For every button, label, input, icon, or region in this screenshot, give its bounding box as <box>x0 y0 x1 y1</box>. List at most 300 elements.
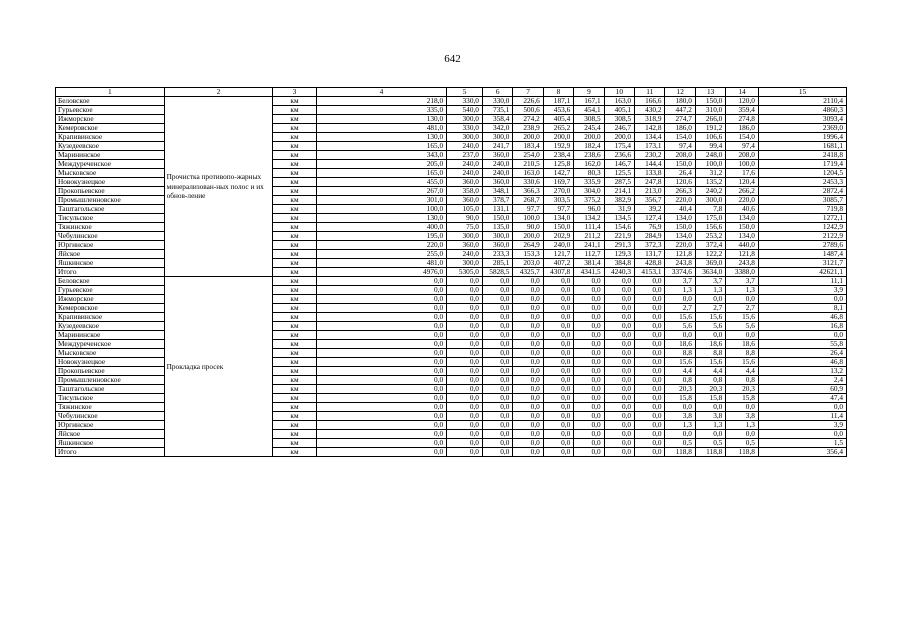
value-cell: 4325,7 <box>513 268 543 277</box>
header-cell: 8 <box>543 88 573 97</box>
value-cell: 253,2 <box>695 232 725 241</box>
value-cell: 60,9 <box>758 385 846 394</box>
value-cell: 0,0 <box>635 331 665 340</box>
district-name: Беловское <box>56 277 165 286</box>
unit-cell: км <box>273 322 316 331</box>
value-cell: 90,0 <box>513 223 543 232</box>
value-cell: 8,8 <box>665 349 695 358</box>
unit-cell: км <box>273 448 316 457</box>
value-cell: 1,3 <box>665 421 695 430</box>
value-cell: 0,0 <box>447 367 483 376</box>
value-cell: 0,0 <box>543 394 573 403</box>
value-cell: 0,0 <box>665 430 695 439</box>
value-cell: 0,0 <box>574 358 604 367</box>
value-cell: 5,6 <box>665 322 695 331</box>
value-cell: 0,0 <box>604 367 634 376</box>
value-cell: 121,8 <box>665 250 695 259</box>
value-cell: 125,5 <box>604 169 634 178</box>
unit-cell: км <box>273 394 316 403</box>
district-name: Яйское <box>56 250 165 259</box>
value-cell: 0,0 <box>543 304 573 313</box>
district-name: Яйское <box>56 430 165 439</box>
value-cell: 0,0 <box>758 295 846 304</box>
value-cell: 1487,4 <box>758 250 846 259</box>
value-cell: 0,0 <box>447 376 483 385</box>
value-cell: 183,4 <box>513 142 543 151</box>
value-cell: 0,0 <box>665 403 695 412</box>
value-cell: 8,8 <box>726 349 759 358</box>
value-cell: 0,0 <box>482 349 512 358</box>
value-cell: 129,3 <box>604 250 634 259</box>
value-cell: 254,0 <box>513 151 543 160</box>
value-cell: 134,0 <box>726 214 759 223</box>
value-cell: 2,7 <box>665 304 695 313</box>
value-cell: 4153,1 <box>635 268 665 277</box>
value-cell: 375,2 <box>574 196 604 205</box>
value-cell: 0,0 <box>513 295 543 304</box>
value-cell: 200,0 <box>604 133 634 142</box>
value-cell: 165,0 <box>316 169 446 178</box>
value-cell: 4341,5 <box>574 268 604 277</box>
value-cell: 241,7 <box>482 142 512 151</box>
page-number: 642 <box>444 53 461 65</box>
value-cell: 135,0 <box>482 223 512 232</box>
value-cell: 121,7 <box>543 250 573 259</box>
value-cell: 343,0 <box>316 151 446 160</box>
value-cell: 3121,7 <box>758 259 846 268</box>
value-cell: 162,0 <box>574 160 604 169</box>
district-name: Итого <box>56 448 165 457</box>
value-cell: 175,4 <box>604 142 634 151</box>
value-cell: 366,3 <box>513 187 543 196</box>
value-cell: 481,0 <box>316 124 446 133</box>
header-cell: 9 <box>574 88 604 97</box>
value-cell: 191,2 <box>695 124 725 133</box>
value-cell: 210,5 <box>513 160 543 169</box>
value-cell: 1,3 <box>695 286 725 295</box>
value-cell: 430,2 <box>635 106 665 115</box>
value-cell: 96,0 <box>574 205 604 214</box>
value-cell: 2,7 <box>695 304 725 313</box>
value-cell: 0,0 <box>447 331 483 340</box>
value-cell: 0,0 <box>316 277 446 286</box>
value-cell: 0,0 <box>574 412 604 421</box>
value-cell: 0,0 <box>447 295 483 304</box>
value-cell: 0,0 <box>316 313 446 322</box>
value-cell: 0,0 <box>513 358 543 367</box>
unit-cell: км <box>273 367 316 376</box>
value-cell: 0,0 <box>316 376 446 385</box>
value-cell: 208,0 <box>665 151 695 160</box>
district-name: Тяжинское <box>56 223 165 232</box>
value-cell: 0,0 <box>482 430 512 439</box>
value-cell: 407,2 <box>543 259 573 268</box>
value-cell: 0,0 <box>604 295 634 304</box>
district-name: Итого <box>56 268 165 277</box>
district-name: Чебулинское <box>56 412 165 421</box>
value-cell: 2122,9 <box>758 232 846 241</box>
value-cell: 105,0 <box>447 205 483 214</box>
value-cell: 0,0 <box>513 448 543 457</box>
value-cell: 238,4 <box>543 151 573 160</box>
value-cell: 0,0 <box>447 421 483 430</box>
unit-cell: км <box>273 106 316 115</box>
district-name: Юргинское <box>56 241 165 250</box>
value-cell: 300,0 <box>482 232 512 241</box>
value-cell: 0,5 <box>665 439 695 448</box>
value-cell: 26,4 <box>758 349 846 358</box>
value-cell: 118,8 <box>695 448 725 457</box>
value-cell: 18,6 <box>665 340 695 349</box>
unit-cell: км <box>273 277 316 286</box>
value-cell: 0,0 <box>574 295 604 304</box>
value-cell: 3,7 <box>695 277 725 286</box>
value-cell: 0,0 <box>695 331 725 340</box>
value-cell: 2453,3 <box>758 178 846 187</box>
value-cell: 200,0 <box>513 232 543 241</box>
value-cell: 0,0 <box>543 331 573 340</box>
unit-cell: км <box>273 250 316 259</box>
value-cell: 0,0 <box>574 394 604 403</box>
unit-cell: км <box>273 403 316 412</box>
district-name: Ижморское <box>56 115 165 124</box>
value-cell: 240,0 <box>482 160 512 169</box>
value-cell: 175,0 <box>695 214 725 223</box>
value-cell: 0,0 <box>758 331 846 340</box>
value-cell: 719,8 <box>758 205 846 214</box>
value-cell: 428,8 <box>635 259 665 268</box>
value-cell: 0,0 <box>604 412 634 421</box>
value-cell: 202,9 <box>543 232 573 241</box>
value-cell: 180,0 <box>665 97 695 106</box>
value-cell: 0,0 <box>543 322 573 331</box>
value-cell: 0,0 <box>543 385 573 394</box>
value-cell: 0,0 <box>482 439 512 448</box>
value-cell: 360,0 <box>447 241 483 250</box>
value-cell: 0,0 <box>758 403 846 412</box>
value-cell: 150,0 <box>543 223 573 232</box>
value-cell: 150,0 <box>482 214 512 223</box>
value-cell: 308,5 <box>574 115 604 124</box>
value-cell: 318,9 <box>635 115 665 124</box>
value-cell: 186,0 <box>665 124 695 133</box>
value-cell: 220,0 <box>316 241 446 250</box>
value-cell: 200,0 <box>513 133 543 142</box>
value-cell: 300,0 <box>695 196 725 205</box>
value-cell: 246,7 <box>604 124 634 133</box>
value-cell: 182,4 <box>574 142 604 151</box>
unit-cell: км <box>273 169 316 178</box>
value-cell: 0,0 <box>482 403 512 412</box>
value-cell: 90,0 <box>447 214 483 223</box>
value-cell: 0,0 <box>574 340 604 349</box>
unit-cell: км <box>273 304 316 313</box>
table-row <box>56 277 847 286</box>
header-cell: 1 <box>56 88 165 97</box>
value-cell: 0,0 <box>604 277 634 286</box>
value-cell: 8,8 <box>695 349 725 358</box>
value-cell: 310,0 <box>695 106 725 115</box>
value-cell: 0,0 <box>635 385 665 394</box>
unit-cell: км <box>273 358 316 367</box>
value-cell: 0,0 <box>513 403 543 412</box>
value-cell: 0,0 <box>316 394 446 403</box>
value-cell: 0,0 <box>513 331 543 340</box>
district-name: Марининское <box>56 331 165 340</box>
value-cell: 0,0 <box>482 448 512 457</box>
value-cell: 130,0 <box>316 133 446 142</box>
district-name: Тяжинское <box>56 403 165 412</box>
value-cell: 0,0 <box>482 331 512 340</box>
value-cell: 1272,1 <box>758 214 846 223</box>
unit-cell: км <box>273 232 316 241</box>
header-cell: 14 <box>726 88 759 97</box>
value-cell: 134,0 <box>726 232 759 241</box>
value-cell: 378,7 <box>482 196 512 205</box>
value-cell: 5,6 <box>726 322 759 331</box>
value-cell: 1,5 <box>758 439 846 448</box>
value-cell: 348,1 <box>482 187 512 196</box>
value-cell: 15,8 <box>726 394 759 403</box>
value-cell: 0,0 <box>447 349 483 358</box>
value-cell: 111,4 <box>574 223 604 232</box>
district-name: Тисульское <box>56 214 165 223</box>
value-cell: 200,0 <box>574 133 604 142</box>
value-cell: 0,0 <box>447 340 483 349</box>
value-cell: 0,0 <box>635 340 665 349</box>
value-cell: 4976,0 <box>316 268 446 277</box>
unit-cell: км <box>273 349 316 358</box>
value-cell: 384,8 <box>604 259 634 268</box>
unit-cell: км <box>273 259 316 268</box>
value-cell: 266,2 <box>726 187 759 196</box>
value-cell: 0,0 <box>604 349 634 358</box>
district-name: Ижморское <box>56 295 165 304</box>
district-name: Таштагольское <box>56 385 165 394</box>
value-cell: 447,2 <box>665 106 695 115</box>
value-cell: 300,0 <box>447 115 483 124</box>
value-cell: 15,6 <box>665 313 695 322</box>
value-cell: 2789,6 <box>758 241 846 250</box>
value-cell: 195,0 <box>316 232 446 241</box>
value-cell: 0,0 <box>316 340 446 349</box>
district-name: Промышленновское <box>56 376 165 385</box>
value-cell: 3374,6 <box>665 268 695 277</box>
header-cell: 15 <box>758 88 846 97</box>
value-cell: 0,0 <box>543 340 573 349</box>
value-cell: 0,0 <box>635 349 665 358</box>
value-cell: 285,1 <box>482 259 512 268</box>
value-cell: 0,0 <box>635 304 665 313</box>
value-cell: 243,8 <box>726 259 759 268</box>
value-cell: 15,6 <box>665 358 695 367</box>
value-cell: 46,8 <box>758 358 846 367</box>
value-cell: 0,0 <box>482 286 512 295</box>
value-cell: 0,0 <box>604 313 634 322</box>
data-table <box>55 87 847 457</box>
value-cell: 0,0 <box>604 403 634 412</box>
value-cell: 356,4 <box>758 448 846 457</box>
unit-cell: км <box>273 268 316 277</box>
value-cell: 0,0 <box>635 430 665 439</box>
value-cell: 540,0 <box>447 106 483 115</box>
value-cell: 0,0 <box>604 304 634 313</box>
value-cell: 154,0 <box>665 133 695 142</box>
value-cell: 0,0 <box>513 430 543 439</box>
unit-cell: км <box>273 331 316 340</box>
value-cell: 300,0 <box>482 133 512 142</box>
value-cell: 0,0 <box>635 439 665 448</box>
value-cell: 274,7 <box>665 115 695 124</box>
value-cell: 3,8 <box>665 412 695 421</box>
district-name: Новокузнецкое <box>56 178 165 187</box>
value-cell: 0,0 <box>482 304 512 313</box>
unit-cell: км <box>273 340 316 349</box>
value-cell: 0,0 <box>543 349 573 358</box>
value-cell: 0,0 <box>513 385 543 394</box>
value-cell: 120,4 <box>726 178 759 187</box>
value-cell: 2418,8 <box>758 151 846 160</box>
value-cell: 133,8 <box>635 169 665 178</box>
unit-cell: км <box>273 412 316 421</box>
value-cell: 169,7 <box>543 178 573 187</box>
value-cell: 240,0 <box>543 241 573 250</box>
unit-cell: км <box>273 286 316 295</box>
value-cell: 15,6 <box>726 358 759 367</box>
value-cell: 0,8 <box>726 376 759 385</box>
value-cell: 0,0 <box>316 439 446 448</box>
value-cell: 154,0 <box>726 133 759 142</box>
district-name: Мысковское <box>56 349 165 358</box>
value-cell: 163,0 <box>604 97 634 106</box>
value-cell: 0,0 <box>513 340 543 349</box>
value-cell: 330,0 <box>447 124 483 133</box>
value-cell: 0,0 <box>543 421 573 430</box>
value-cell: 186,0 <box>726 124 759 133</box>
value-cell: 4240,3 <box>604 268 634 277</box>
value-cell: 381,4 <box>574 259 604 268</box>
value-cell: 200,0 <box>543 133 573 142</box>
value-cell: 0,0 <box>574 403 604 412</box>
value-cell: 146,7 <box>604 160 634 169</box>
value-cell: 39,2 <box>635 205 665 214</box>
unit-cell: км <box>273 187 316 196</box>
value-cell: 372,3 <box>635 241 665 250</box>
unit-cell: км <box>273 430 316 439</box>
activity-category: Прокладка просек <box>164 277 273 457</box>
value-cell: 0,0 <box>574 322 604 331</box>
value-cell: 0,0 <box>482 394 512 403</box>
value-cell: 97,7 <box>543 205 573 214</box>
district-name: Кемеровское <box>56 304 165 313</box>
value-cell: 55,8 <box>758 340 846 349</box>
value-cell: 300,0 <box>447 133 483 142</box>
value-cell: 130,0 <box>316 115 446 124</box>
value-cell: 265,2 <box>543 124 573 133</box>
value-cell: 0,0 <box>574 304 604 313</box>
value-cell: 130,0 <box>316 214 446 223</box>
unit-cell: км <box>273 295 316 304</box>
value-cell: 16,8 <box>758 322 846 331</box>
district-name: Крапивинское <box>56 313 165 322</box>
value-cell: 274,2 <box>513 115 543 124</box>
value-cell: 405,4 <box>543 115 573 124</box>
value-cell: 3,8 <box>726 412 759 421</box>
value-cell: 291,3 <box>604 241 634 250</box>
value-cell: 166,6 <box>635 97 665 106</box>
activity-category: Прочистка противопо-жарных минерализован-ных полос и их обнов-ление <box>164 97 273 277</box>
value-cell: 360,0 <box>447 178 483 187</box>
value-cell: 230,2 <box>635 151 665 160</box>
district-name: Междуреченское <box>56 160 165 169</box>
value-cell: 0,0 <box>604 385 634 394</box>
unit-cell: км <box>273 151 316 160</box>
value-cell: 1,3 <box>665 286 695 295</box>
value-cell: 0,0 <box>604 439 634 448</box>
value-cell: 0,0 <box>316 331 446 340</box>
value-cell: 0,0 <box>635 277 665 286</box>
value-cell: 218,0 <box>316 97 446 106</box>
value-cell: 0,0 <box>543 277 573 286</box>
value-cell: 0,0 <box>543 430 573 439</box>
value-cell: 26,4 <box>665 169 695 178</box>
district-name: Беловское <box>56 97 165 106</box>
unit-cell: км <box>273 421 316 430</box>
value-cell: 47,4 <box>758 394 846 403</box>
value-cell: 360,0 <box>482 178 512 187</box>
value-cell: 0,5 <box>695 439 725 448</box>
value-cell: 0,0 <box>482 277 512 286</box>
value-cell: 220,0 <box>726 196 759 205</box>
value-cell: 76,9 <box>635 223 665 232</box>
district-name: Чебулинское <box>56 232 165 241</box>
header-cell: 11 <box>635 88 665 97</box>
value-cell: 274,8 <box>726 115 759 124</box>
value-cell: 4,4 <box>665 367 695 376</box>
value-cell: 187,1 <box>543 97 573 106</box>
value-cell: 18,6 <box>726 340 759 349</box>
value-cell: 233,3 <box>482 250 512 259</box>
value-cell: 248,0 <box>695 151 725 160</box>
value-cell: 0,0 <box>447 412 483 421</box>
unit-cell: км <box>273 160 316 169</box>
value-cell: 4,4 <box>695 367 725 376</box>
value-cell: 237,0 <box>447 151 483 160</box>
value-cell: 7,8 <box>695 205 725 214</box>
value-cell: 240,0 <box>447 142 483 151</box>
value-cell: 134,4 <box>635 133 665 142</box>
value-cell: 264,9 <box>513 241 543 250</box>
value-cell: 0,0 <box>543 313 573 322</box>
value-cell: 134,0 <box>665 232 695 241</box>
header-cell: 12 <box>665 88 695 97</box>
value-cell: 0,0 <box>574 448 604 457</box>
value-cell: 31,2 <box>695 169 725 178</box>
value-cell: 0,0 <box>513 322 543 331</box>
value-cell: 165,0 <box>316 142 446 151</box>
value-cell: 0,0 <box>482 385 512 394</box>
value-cell: 0,0 <box>513 349 543 358</box>
value-cell: 240,0 <box>482 169 512 178</box>
value-cell: 0,0 <box>574 421 604 430</box>
value-cell: 134,2 <box>574 214 604 223</box>
value-cell: 0,0 <box>604 430 634 439</box>
value-cell: 356,7 <box>635 196 665 205</box>
value-cell: 0,0 <box>447 403 483 412</box>
value-cell: 0,0 <box>482 295 512 304</box>
value-cell: 240,0 <box>447 250 483 259</box>
unit-cell: км <box>273 241 316 250</box>
